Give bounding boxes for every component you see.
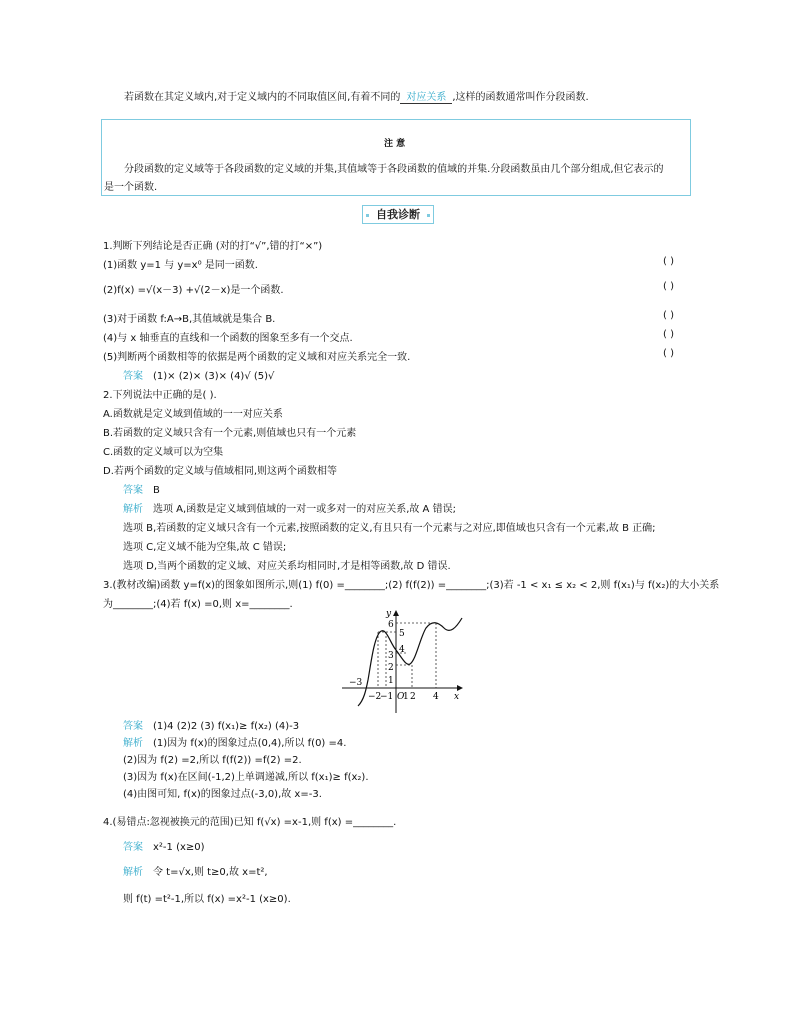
q1-paren-3: ( )	[663, 310, 674, 321]
q2-analysis-3: 选项 C,定义域不能为空集,故 C 错误;	[123, 542, 287, 553]
x-tick-neg2: −2	[368, 692, 382, 702]
q3-analysis-1	[123, 734, 346, 749]
q3-analysis-text-1: (1)因为 f(x)的图象过点(0,4),所以 f(0) =4.	[153, 738, 347, 749]
note-line-1: 分段函数的定义域等于各段函数的定义域的并集,其值域等于各段函数的值域的并集.分段函数虽由几个部分组成,但它表示的	[124, 164, 664, 175]
analysis-tag: 解析	[123, 504, 143, 515]
y-axis-label: y	[386, 609, 392, 619]
answer-tag: 答案	[123, 842, 143, 853]
y-tick-6: 6	[388, 620, 394, 630]
q1-item-3: (3)对于函数 f:A→B,其值域就是集合 B.	[103, 314, 276, 325]
analysis-tag: 解析	[123, 738, 143, 749]
answer-tag: 答案	[123, 371, 143, 382]
x-tick-4: 4	[433, 692, 439, 702]
q1-item-4: (4)与 x 轴垂直的直线和一个函数的图象至多有一个交点.	[103, 333, 353, 344]
q2-option-a: A.函数就是定义域到值域的一一对应关系	[103, 409, 283, 420]
x-tick-neg1: −1	[380, 692, 394, 702]
q1-paren-2: ( )	[663, 281, 674, 292]
q2-analysis-2: 选项 B,若函数的定义域只含有一个元素,按照函数的定义,有且只有一个元素与之对应,即值域也只含有一个元素,故 B 正确;	[123, 523, 656, 534]
function-graph	[340, 608, 470, 718]
note-title: 注 意	[384, 139, 406, 149]
y-tick-5: 5	[399, 629, 405, 639]
q4-analysis-1	[123, 863, 268, 878]
q1-answer-text: (1)× (2)× (3)× (4)√ (5)√	[153, 371, 275, 382]
q1-paren-4: ( )	[663, 329, 674, 340]
q3-line-2: 为________;(4)若 f(x) =0,则 x=________.	[103, 599, 293, 610]
x-tick-2: 2	[410, 692, 416, 702]
x-axis-label: x	[454, 692, 460, 702]
y-tick-3: 3	[388, 651, 394, 661]
q2-option-d: D.若两个函数的定义域与值域相同,则这两个函数相等	[103, 466, 338, 477]
q1-item-5: (5)判断两个函数相等的依据是两个函数的定义域和对应关系完全一致.	[103, 352, 411, 363]
y-tick-2: 2	[388, 663, 394, 673]
q2-stem: 2.下列说法中正确的是( ).	[103, 390, 217, 401]
q1-item-2: (2)f(x) =√(x－3) +√(2－x)是一个函数.	[103, 285, 284, 296]
q4-answer	[123, 838, 205, 853]
intro-blank-answer: 对应关系	[400, 92, 452, 104]
q2-answer	[123, 481, 160, 496]
q4-analysis-text-1: 令 t=√x,则 t≥0,故 x=t²,	[153, 867, 268, 878]
q4-stem: 4.(易错点:忽视被换元的范围)已知 f(√x) =x-1,则 f(x) =________.	[103, 817, 397, 828]
q2-analysis-4: 选项 D,当两个函数的定义域、对应关系均相同时,才是相等函数,故 D 错误.	[123, 561, 451, 572]
q1-paren-1: ( )	[663, 256, 674, 267]
q3-answer	[123, 717, 299, 732]
q1-paren-5: ( )	[663, 348, 674, 359]
q1-stem: 1.判断下列结论是否正确 (对的打“√”,错的打“×”)	[103, 241, 323, 252]
y-tick-1: 1	[388, 676, 394, 686]
x-tick-neg3: −3	[349, 678, 363, 688]
q3-analysis-3: (3)因为 f(x)在区间(-1,2)上单调递减,所以 f(x₁)≥ f(x₂).	[123, 772, 369, 783]
y-tick-4: 4	[399, 645, 405, 655]
q4-answer-text: x²-1 (x≥0)	[153, 842, 205, 853]
q2-option-b: B.若函数的定义域只含有一个元素,则值域也只有一个元素	[103, 428, 357, 439]
q3-analysis-2: (2)因为 f(2) =2,所以 f(f(2)) =f(2) =2.	[123, 755, 302, 766]
q3-analysis-4: (4)由图可知, f(x)的图象过点(-3,0),故 x=-3.	[123, 789, 322, 800]
q1-answer	[123, 367, 274, 382]
q2-answer-text: B	[153, 485, 160, 496]
x-tick-1: 1	[403, 692, 409, 702]
intro-before: 若函数在其定义域内,对于定义域内的不同取值区间,有着不同的	[124, 92, 401, 103]
intro-after: ,这样的函数通常叫作分段函数.	[452, 92, 589, 103]
q4-analysis-2: 则 f(t) =t²-1,所以 f(x) =x²-1 (x≥0).	[123, 894, 291, 905]
note-box	[101, 119, 691, 196]
q3-answer-text: (1)4 (2)2 (3) f(x₁)≥ f(x₂) (4)-3	[153, 721, 300, 732]
origin-label: O	[397, 692, 405, 702]
intro-line	[124, 88, 589, 103]
answer-tag: 答案	[123, 485, 143, 496]
answer-tag: 答案	[123, 721, 143, 732]
section-title: 自我诊断	[362, 205, 434, 224]
guide-lines	[378, 623, 436, 688]
q1-item-1: (1)函数 y=1 与 y=x⁰ 是同一函数.	[103, 260, 258, 271]
note-line-2: 是一个函数.	[104, 182, 158, 193]
q2-analysis-1	[123, 500, 456, 515]
analysis-tag: 解析	[123, 867, 143, 878]
q2-option-c: C.函数的定义域可以为空集	[103, 447, 224, 458]
q3-line-1: 3.(教材改编)函数 y=f(x)的图象如图所示,则(1) f(0) =________;(2) f(f(2)) =________;(3)若 -1 < x₁ ≤ x₂ < 2,则 f(x₁)与 f(x₂)的大小关系	[103, 580, 720, 591]
q2-analysis-text-1: 选项 A,函数是定义域到值域的一对一或多对一的对应关系,故 A 错误;	[153, 504, 456, 515]
